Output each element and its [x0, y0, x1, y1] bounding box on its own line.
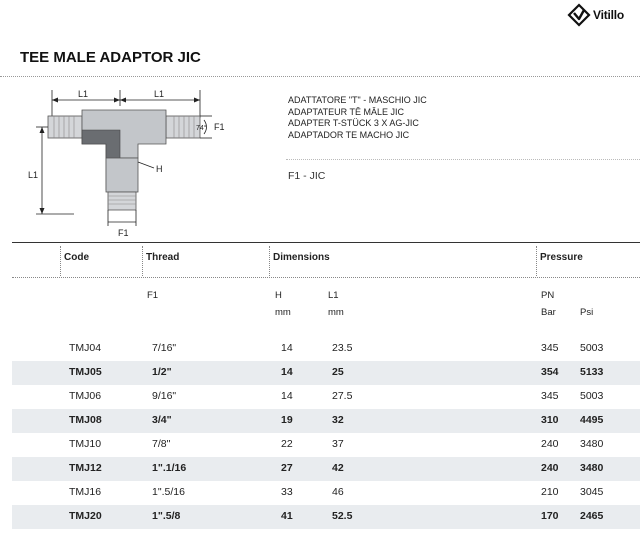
data-table-body — [12, 337, 640, 529]
tee-adaptor-drawing — [28, 86, 225, 238]
cell-code: TMJ10 — [69, 438, 102, 450]
description-it: ADATTATORE "T" - MASCHIO JIC — [288, 95, 427, 105]
cell-thread: 7/8" — [152, 438, 171, 450]
angle-label: 74° — [196, 125, 207, 132]
column-separator — [60, 246, 61, 276]
header-code: Code — [64, 252, 89, 263]
cell-psi: 3045 — [580, 486, 604, 498]
cell-l1: 46 — [332, 486, 344, 498]
cell-psi: 5003 — [580, 342, 604, 354]
cell-l1: 42 — [332, 462, 344, 474]
subheader-h: H — [275, 290, 282, 301]
cell-h: 33 — [281, 486, 293, 498]
cell-thread: 3/4" — [152, 414, 172, 426]
unit-l1: mm — [328, 307, 344, 318]
cell-psi: 2465 — [580, 510, 604, 522]
product-descriptions — [288, 95, 427, 141]
table-row — [12, 457, 640, 481]
description-de: ADAPTER T-STÜCK 3 X AG-JIC — [288, 118, 419, 128]
cell-code: TMJ16 — [69, 486, 102, 498]
vitillo-logo-icon — [568, 4, 590, 26]
table-row — [12, 481, 640, 505]
subheader-f1: F1 — [147, 290, 159, 301]
cell-bar: 345 — [541, 342, 559, 354]
cell-code: TMJ20 — [69, 510, 102, 522]
cell-code: TMJ08 — [69, 414, 102, 426]
table-row — [12, 385, 640, 409]
brand-logo — [568, 4, 624, 26]
cell-code: TMJ06 — [69, 390, 102, 402]
cell-bar: 345 — [541, 390, 559, 402]
title-divider — [0, 76, 640, 77]
cell-h: 14 — [281, 366, 293, 378]
table-row — [12, 409, 640, 433]
cell-l1: 23.5 — [332, 342, 353, 354]
cell-l1: 32 — [332, 414, 344, 426]
cell-l1: 37 — [332, 438, 344, 450]
brand-name: Vitillo — [593, 8, 625, 22]
cell-bar: 354 — [541, 366, 559, 378]
f1-label-bottom: F1 — [118, 228, 129, 238]
cell-h: 27 — [281, 462, 293, 474]
cell-h: 22 — [281, 438, 293, 450]
cell-bar: 210 — [541, 486, 559, 498]
description-fr: ADAPTATEUR TÊ MÂLE JIC — [288, 106, 405, 117]
unit-psi: Psi — [580, 307, 594, 318]
unit-h: mm — [275, 307, 291, 318]
cell-h: 19 — [281, 414, 293, 426]
cell-psi: 4495 — [580, 414, 604, 426]
cell-psi: 5003 — [580, 390, 604, 402]
cell-bar: 170 — [541, 510, 559, 522]
cell-bar: 240 — [541, 438, 559, 450]
cell-l1: 25 — [332, 366, 344, 378]
fitting-body — [48, 110, 200, 210]
cell-thread: 7/16" — [152, 342, 177, 354]
page-title: TEE MALE ADAPTOR JIC — [20, 49, 201, 66]
subheader-l1: L1 — [328, 290, 339, 301]
cell-thread: 1".1/16 — [152, 462, 187, 474]
cell-thread: 1/2" — [152, 366, 172, 378]
cell-h: 14 — [281, 342, 293, 354]
cell-h: 41 — [281, 510, 293, 522]
cell-h: 14 — [281, 390, 293, 402]
column-separator — [536, 246, 537, 276]
cell-bar: 240 — [541, 462, 559, 474]
cell-code: TMJ04 — [69, 342, 102, 354]
table-row — [12, 361, 640, 385]
header-thread: Thread — [146, 252, 180, 263]
cell-l1: 27.5 — [332, 390, 353, 402]
description-es: ADAPTADOR TE MACHO JIC — [288, 129, 410, 140]
subheader-pn: PN — [541, 290, 555, 301]
cell-thread: 9/16" — [152, 390, 177, 402]
h-label: H — [156, 164, 163, 174]
l1-label-vertical: L1 — [28, 170, 39, 180]
column-separator — [142, 246, 143, 276]
cell-thread: 1".5/16 — [152, 486, 185, 498]
table-row — [12, 337, 640, 361]
table-top-border — [12, 242, 640, 243]
cell-bar: 310 — [541, 414, 559, 426]
cell-psi: 3480 — [580, 462, 604, 474]
header-pressure: Pressure — [540, 252, 583, 263]
cell-code: TMJ12 — [69, 462, 102, 474]
unit-bar: Bar — [541, 307, 556, 318]
cell-code: TMJ05 — [69, 366, 102, 378]
column-separator — [269, 246, 270, 276]
header-divider — [12, 277, 640, 278]
cell-psi: 5133 — [580, 366, 604, 378]
cell-thread: 1".5/8 — [152, 510, 181, 522]
l1-label-right: L1 — [154, 89, 165, 99]
l1-label-left: L1 — [78, 89, 89, 99]
header-dimensions: Dimensions — [273, 252, 330, 263]
table-row — [12, 505, 640, 529]
thread-type-label: F1 - JIC — [288, 170, 326, 182]
table-row — [12, 433, 640, 457]
cell-psi: 3480 — [580, 438, 604, 450]
cell-l1: 52.5 — [332, 510, 353, 522]
description-divider — [286, 159, 640, 160]
f1-label-right: F1 — [214, 122, 225, 132]
